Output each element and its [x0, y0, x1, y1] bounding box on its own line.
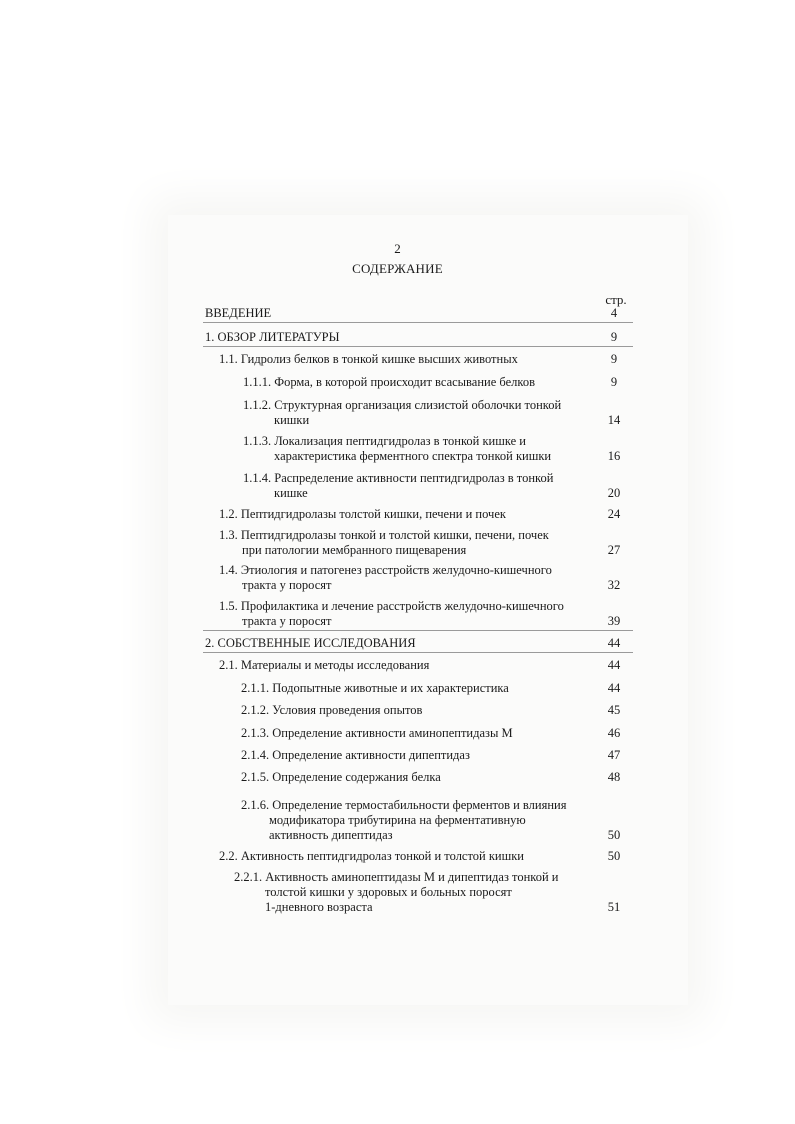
entry-page: 44: [607, 636, 621, 650]
entry-title-continuation: характеристика ферментного спектра тонкой кишки: [274, 449, 552, 463]
entry-title: 2.1.3. Определение активности аминопептидазы М: [241, 726, 513, 740]
entry-title: 2.2. Активность пептидгидролаз тонкой и толстой кишки: [219, 849, 524, 863]
toc-entry-chapter-2[interactable]: [205, 636, 416, 651]
entry-title-continuation: толстой кишки у здоровых и больных поросят: [265, 885, 512, 899]
entry-page: 48: [607, 770, 621, 784]
toc-entry-2-1-6[interactable]: [241, 798, 566, 843]
toc-entry-2-2-1[interactable]: [234, 870, 558, 915]
entry-title: 2.1.5. Определение содержания белка: [241, 770, 441, 784]
toc-entry-2-2[interactable]: [219, 849, 524, 864]
entry-page: 44: [607, 658, 621, 672]
entry-page: 16: [607, 449, 621, 463]
entry-title: 1.4. Этиология и патогенез расстройств желудочно-кишечного: [219, 563, 552, 577]
entry-page: 46: [607, 726, 621, 740]
toc-heading: СОДЕРЖАНИЕ: [352, 261, 443, 276]
toc-entry-2-1-2[interactable]: [241, 703, 422, 718]
toc-entry-chapter-1[interactable]: [205, 330, 339, 345]
entry-title: 1.1.3. Локализация пептидгидролаз в тонкой кишке и: [243, 434, 526, 448]
entry-title: 2.2.1. Активность аминопептидазы М и дипептидаз тонкой и: [234, 870, 559, 884]
entry-page: 14: [607, 413, 621, 427]
toc-entry-2-1-1[interactable]: [241, 681, 509, 696]
toc-entry-2-1[interactable]: [219, 658, 429, 673]
entry-title: ВВЕДЕНИЕ: [205, 306, 272, 320]
entry-page: 9: [610, 330, 618, 344]
toc-entry-1-1-1[interactable]: [243, 375, 535, 390]
entry-title-continuation: модификатора трибутирина на ферментативную: [269, 813, 526, 827]
toc-entry-1-4[interactable]: [219, 563, 552, 593]
entry-page: 9: [610, 352, 618, 366]
toc-entry-1-1-3[interactable]: [243, 434, 551, 464]
entry-title: 2.1.4. Определение активности дипептидаз: [241, 748, 470, 762]
entry-title-continuation: тракта у поросят: [242, 614, 332, 628]
row-divider: [203, 322, 633, 323]
entry-title: 1.5. Профилактика и лечение расстройств желудочно-кишечного: [219, 599, 564, 613]
entry-title-continuation: при патологии мембранного пищеварения: [242, 543, 467, 557]
entry-page: 39: [607, 614, 621, 628]
entry-page: 4: [610, 306, 618, 320]
row-divider: [203, 652, 633, 653]
toc-entry-1-3[interactable]: [219, 528, 549, 558]
entry-page: 27: [607, 543, 621, 557]
entry-title-continuation-2: 1-дневного возраста: [265, 900, 373, 914]
entry-title-continuation: кишки: [274, 413, 310, 427]
row-divider: [203, 346, 633, 347]
entry-title: 1.1. Гидролиз белков в тонкой кишке высших животных: [219, 352, 518, 366]
entry-page: 47: [607, 748, 621, 762]
entry-title-continuation: тракта у поросят: [242, 578, 332, 592]
entry-title: 1.2. Пептидгидролазы толстой кишки, печени и почек: [219, 507, 506, 521]
entry-title: 2.1.6. Определение термостабильности ферментов и влияния: [241, 798, 567, 812]
entry-title: 1.1.4. Распределение активности пептидгидролаз в тонкой: [243, 471, 554, 485]
toc-entry-1-1-4[interactable]: [243, 471, 553, 501]
entry-page: 44: [607, 681, 621, 695]
toc-entry-2-1-4[interactable]: [241, 748, 470, 763]
entry-title: 1.1.2. Структурная организация слизистой оболочки тонкой: [243, 398, 562, 412]
entry-title: 2. СОБСТВЕННЫЕ ИССЛЕДОВАНИЯ: [205, 636, 416, 650]
toc-entry-1-2[interactable]: [219, 507, 506, 522]
entry-title: 2.1.2. Условия проведения опытов: [241, 703, 423, 717]
entry-title: 2.1.1. Подопытные животные и их характеристика: [241, 681, 509, 695]
entry-title: 1. ОБЗОР ЛИТЕРАТУРЫ: [205, 330, 340, 344]
entry-page: 32: [607, 578, 621, 592]
entry-title-continuation-2: активность дипептидаз: [269, 828, 393, 842]
entry-title-continuation: кишке: [274, 486, 308, 500]
page-number: 2: [394, 241, 401, 256]
entry-page: 50: [607, 849, 621, 863]
toc-entry-introduction[interactable]: [205, 306, 271, 321]
entry-title: 1.1.1. Форма, в которой происходит всасывание белков: [243, 375, 535, 389]
entry-page: 45: [607, 703, 621, 717]
entry-page: 50: [607, 828, 621, 842]
entry-page: 20: [607, 486, 621, 500]
entry-title: 2.1. Материалы и методы исследования: [219, 658, 430, 672]
entry-page: 24: [607, 507, 621, 521]
toc-entry-1-1-2[interactable]: [243, 398, 561, 428]
row-divider: [203, 630, 633, 631]
entry-title: 1.3. Пептидгидролазы тонкой и толстой кишки, печени, почек: [219, 528, 549, 542]
toc-entry-2-1-5[interactable]: [241, 770, 441, 785]
toc-entry-1-5[interactable]: [219, 599, 564, 629]
entry-page: 51: [607, 900, 621, 914]
toc-entry-1-1[interactable]: [219, 352, 518, 367]
entry-page: 9: [610, 375, 618, 389]
page-column-label: стр.: [605, 292, 627, 307]
toc-entry-2-1-3[interactable]: [241, 726, 513, 741]
